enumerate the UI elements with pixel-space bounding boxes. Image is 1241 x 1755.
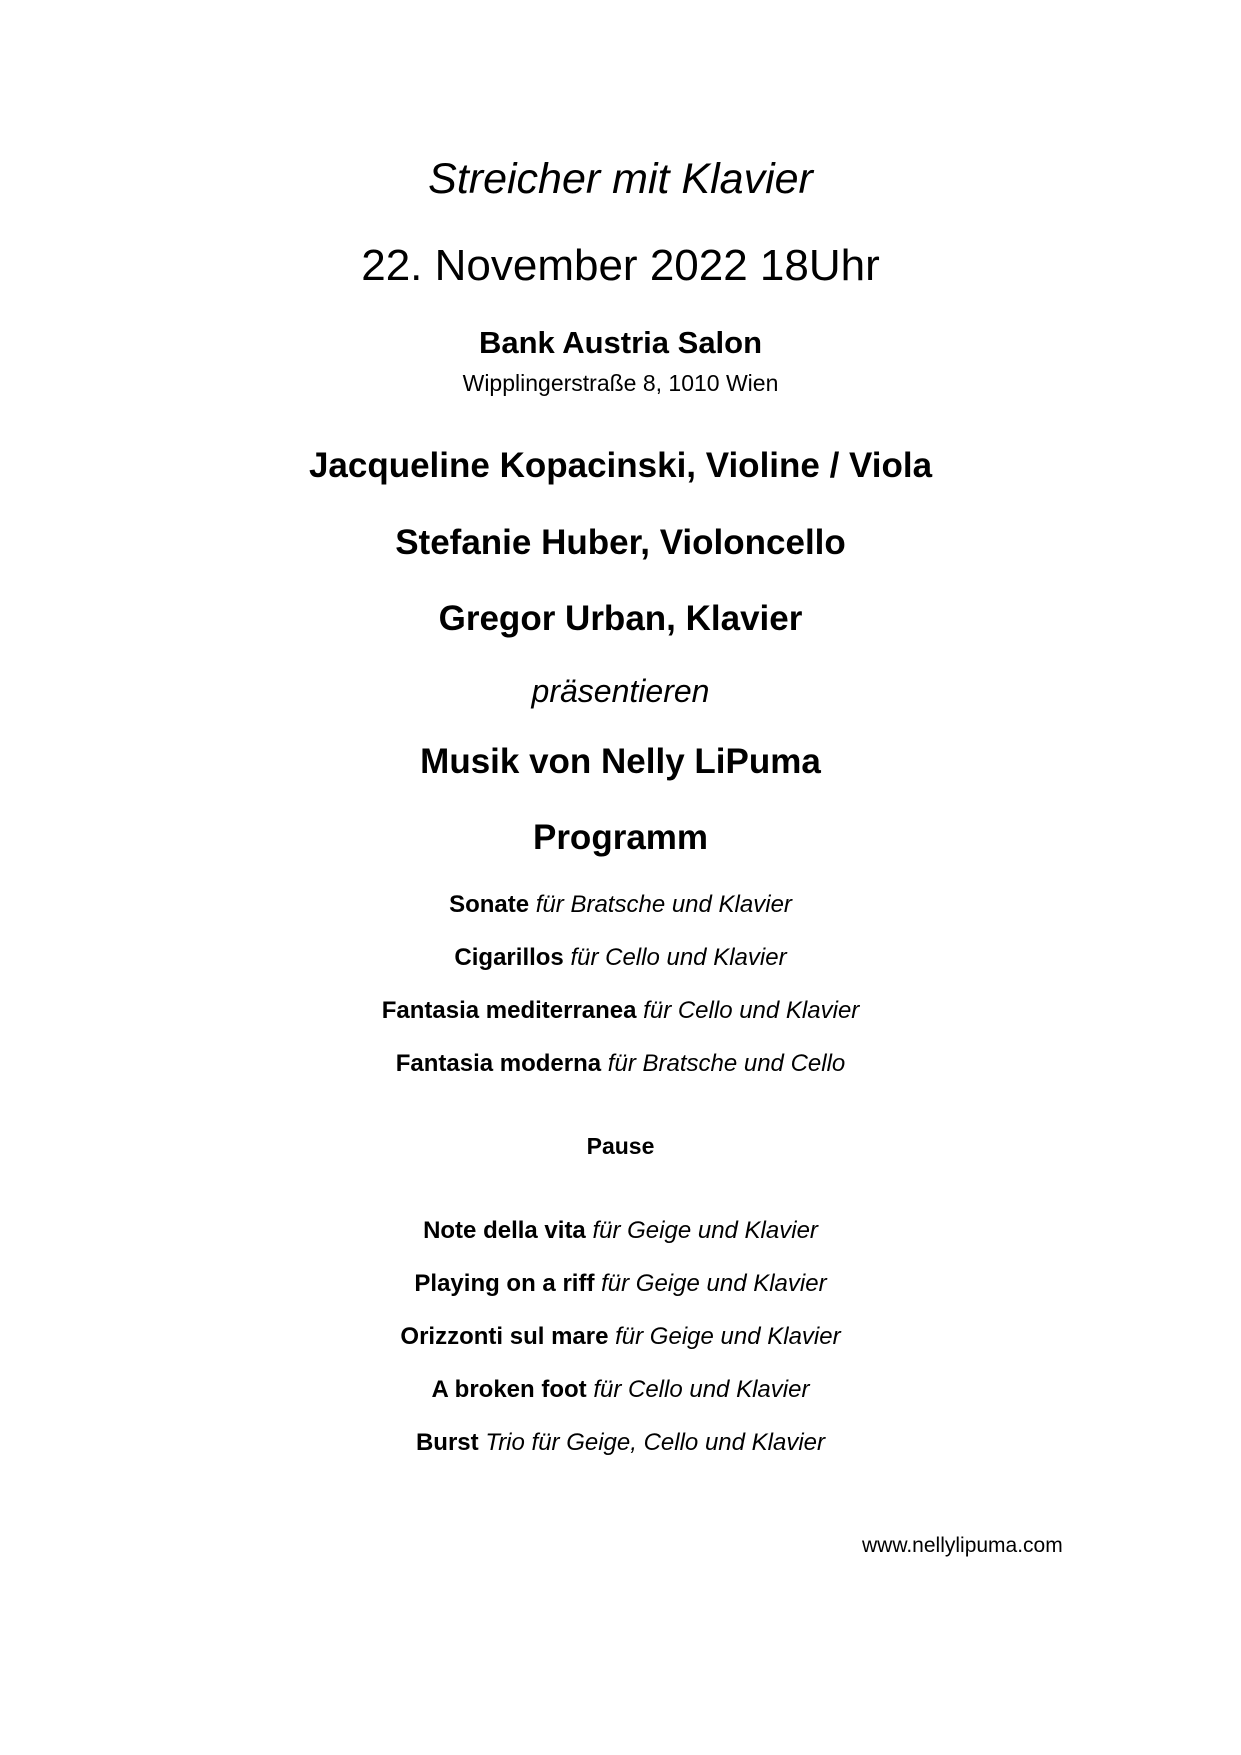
venue-name: Bank Austria Salon (478, 325, 763, 360)
program-item (0, 1219, 1241, 1243)
concert-date: 22. November 2022 18Uhr (361, 241, 880, 290)
performer-violin-viola: Jacqueline Kopacinski, Violine / Viola (308, 446, 933, 485)
performer-piano: Gregor Urban, Klavier (438, 599, 803, 638)
performer-cello: Stefanie Huber, Violoncello (395, 523, 846, 562)
piece-name: Cigarillos (454, 944, 564, 971)
piece-instrumentation: für Geige und Klavier (592, 1217, 818, 1244)
piece-name: Burst (415, 1429, 479, 1456)
program-item (0, 1272, 1241, 1296)
program-item (0, 999, 1241, 1023)
venue-address: Wipplingerstraße 8, 1010 Wien (462, 370, 779, 396)
piece-instrumentation: Trio für Geige, Cello und Klavier (485, 1429, 826, 1456)
piece-instrumentation: für Bratsche und Cello (607, 1050, 846, 1077)
piece-instrumentation: für Cello und Klavier (593, 1376, 810, 1403)
program-item (0, 1052, 1241, 1076)
presents-text: präsentieren (531, 673, 710, 709)
piece-instrumentation: für Cello und Klavier (570, 944, 787, 971)
piece-name: Fantasia moderna (395, 1050, 602, 1077)
piece-instrumentation: für Bratsche und Klavier (535, 891, 792, 918)
piece-name: Note della vita (423, 1217, 586, 1244)
program-heading: Programm (532, 818, 709, 857)
website-link[interactable]: www.nellylipuma.com (862, 1534, 1063, 1557)
concert-title: Streicher mit Klavier (428, 155, 813, 203)
piece-name: Playing on a riff (414, 1270, 595, 1297)
program-item (0, 1378, 1241, 1402)
program-item (0, 946, 1241, 970)
music-by-heading: Musik von Nelly LiPuma (420, 742, 821, 781)
pause-label: Pause (586, 1133, 655, 1159)
piece-instrumentation: für Cello und Klavier (643, 997, 860, 1024)
program-item (0, 1325, 1241, 1349)
piece-name: Fantasia mediterranea (381, 997, 637, 1024)
piece-instrumentation: für Geige und Klavier (601, 1270, 827, 1297)
piece-name: A broken foot (431, 1376, 587, 1403)
piece-instrumentation: für Geige und Klavier (615, 1323, 841, 1350)
piece-name: Orizzonti sul mare (400, 1323, 609, 1350)
piece-name: Sonate (449, 891, 530, 918)
program-item (0, 1431, 1241, 1455)
program-item (0, 893, 1241, 917)
